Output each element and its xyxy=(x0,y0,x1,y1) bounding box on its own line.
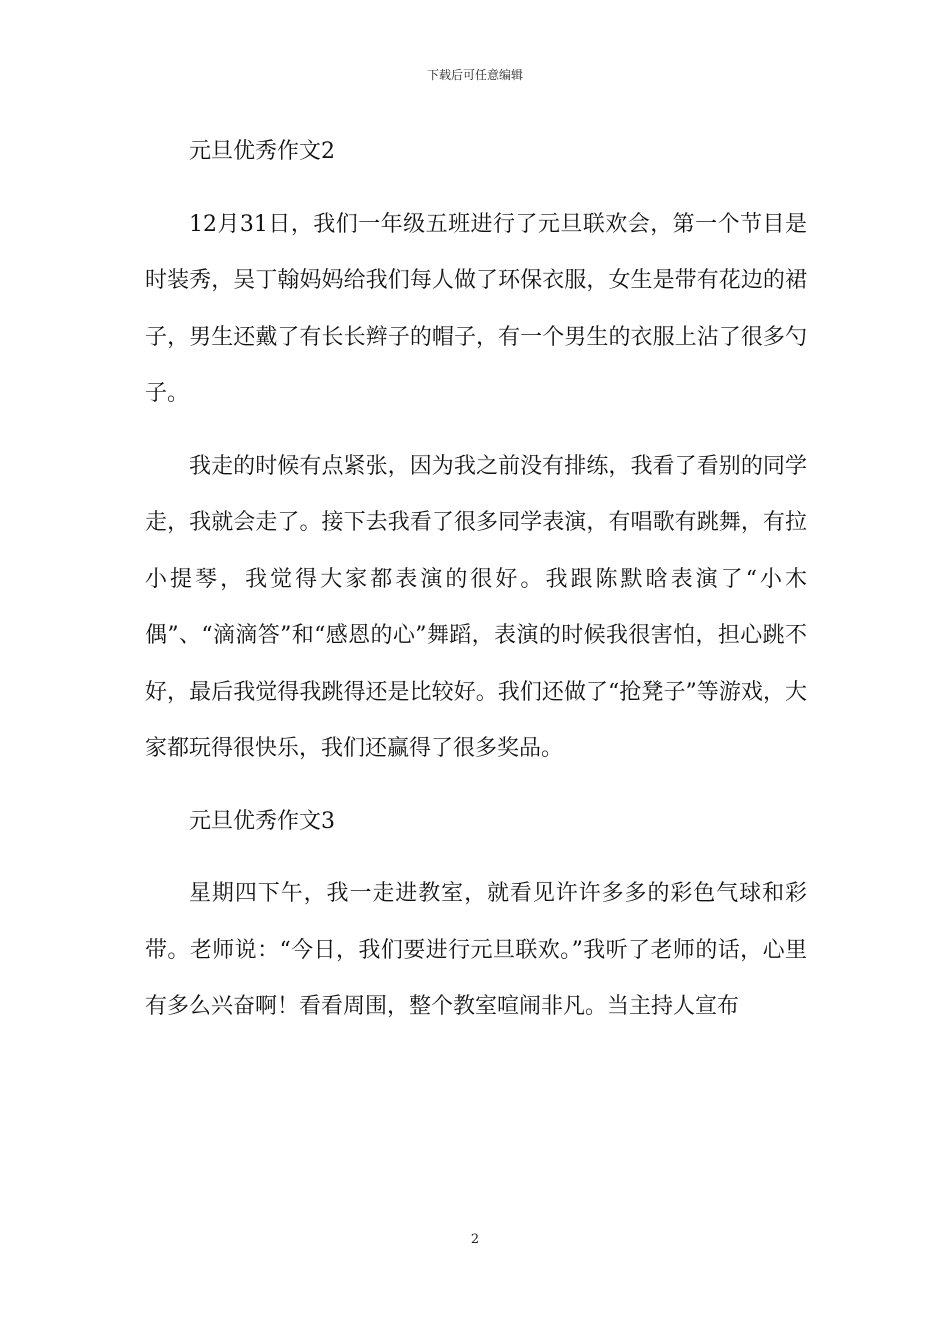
essay-paragraph-3: 星期四下午，我一走进教室，就看见许许多多的彩色气球和彩带。老师说：“今日，我们要进行元旦联欢。”我听了老师的话，心里有多么兴奋啊！看看周围，整个教室喧闹非凡。当主持人宣布 xyxy=(145,881,807,1019)
page-number: 2 xyxy=(470,1232,480,1247)
essay-heading-2: 元旦优秀作文2 xyxy=(189,139,335,164)
document-body xyxy=(145,124,807,1036)
essay-paragraph-2: 我走的时候有点紧张，因为我之前没有排练，我看了看别的同学走，我就会走了。接下去我看了很多同学表演，有唱歌有跳舞，有拉小提琴，我觉得大家都表演的很好。我跟陈默晗表演了“小木偶”、“滴滴答”和“感恩的心”舞蹈，表演的时候我很害怕，担心跳不好，最后我觉得我跳得还是比较好。我们还做了“抢凳子”等游戏，大家都玩得很快乐，我们还赢得了很多奖品。 xyxy=(145,453,807,761)
paragraph-gap xyxy=(145,850,807,866)
essay-heading-3: 元旦优秀作文3 xyxy=(189,808,335,834)
essay-paragraph-1: 12月31日，我们一年级五班进行了元旦联欢会，第一个节目是时装秀，吴丁翰妈妈给我们每人做了环保衣服，女生是带有花边的裙子，男生还戴了有长长辫子的帽子，有一个男生的衣服上沾了很多勺子。 xyxy=(145,211,807,406)
page-header: 下载后可任意编辑 xyxy=(426,68,523,82)
paragraph-gap xyxy=(145,181,807,197)
paragraph-gap xyxy=(145,778,807,794)
paragraph-gap xyxy=(145,423,807,439)
